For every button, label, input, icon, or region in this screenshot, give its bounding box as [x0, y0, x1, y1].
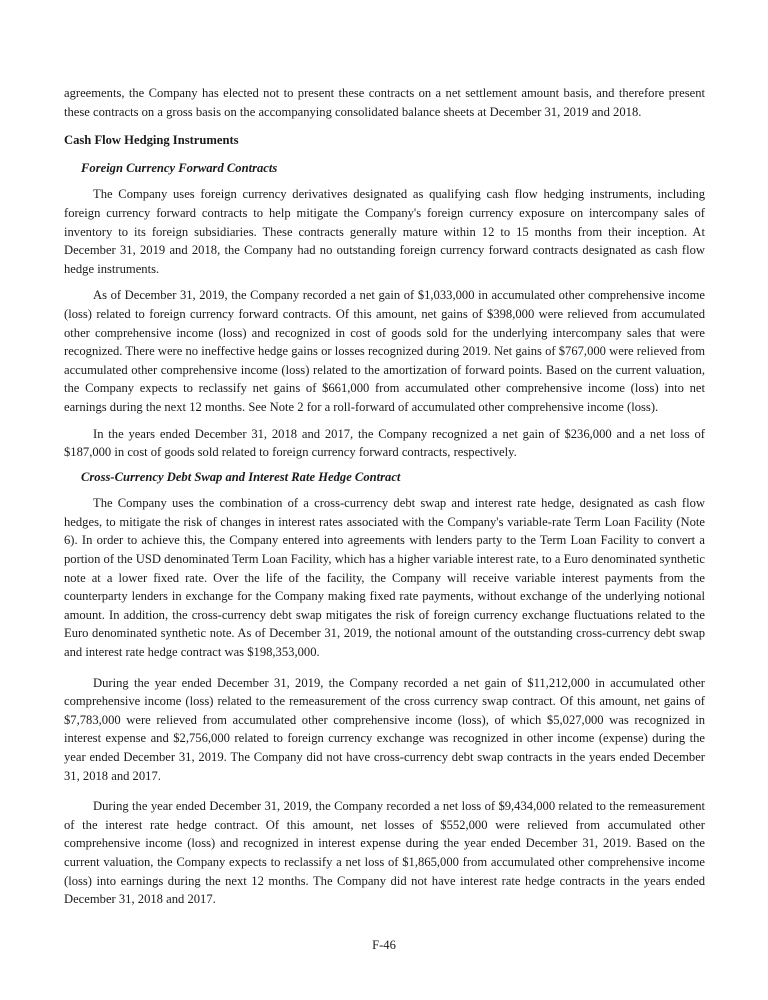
intro-continuation-paragraph: agreements, the Company has elected not to present these contracts on a net settlement amount basis, and therefore present these contracts on a gross basis on the accompanying consolidated balance sheets at December 31, 2019 and 2018.	[64, 86, 705, 119]
paragraph: In the years ended December 31, 2018 and 2017, the Company recognized a net gain of $236,000 and a net loss of $187,000 in cost of goods sold related to foreign currency forward contracts, respectively.	[64, 426, 705, 460]
document-page	[64, 84, 705, 909]
paragraph: During the year ended December 31, 2019, the Company recorded a net gain of $11,212,000 in accumulated other comprehensive income (loss) related to the remeasurement of the cross currency swap contract. Of this amount, net gains of $7,783,000 were relieved from accumulated other comprehensive income (loss), of which $5,027,000 was recognized in interest expense and $2,756,000 related to foreign currency exchange was recognized in other income (expense) during the year ended December 31, 2019. The Company did not have cross-currency debt swap contracts in the years ended December 31, 2018 and 2017.	[64, 675, 705, 783]
page-number: F-46	[372, 938, 396, 952]
paragraph: During the year ended December 31, 2019, the Company recorded a net loss of $9,434,000 related to the remeasurement of the interest rate hedge contract. Of this amount, net losses of $552,000 were relieved from accumulated other comprehensive income (loss) and recognized in interest expense during the year ended December 31, 2019. Based on the current valuation, the Company expects to reclassify a net loss of $1,865,000 from accumulated other comprehensive income (loss) into earnings during the next 12 months. The Company did not have interest rate hedge contracts in the years ended December 31, 2018 and 2017.	[64, 799, 705, 907]
paragraph: As of December 31, 2019, the Company recorded a net gain of $1,033,000 in accumulated other comprehensive income (loss) related to foreign currency forward contracts. Of this amount, net gains of $398,000 were relieved from accumulated other comprehensive income (loss) and recognized in cost of goods sold for the underlying intercompany sales that were recognized. There were no ineffective hedge gains or losses recognized during 2019. Net gains of $767,000 were relieved from accumulated other comprehensive income (loss) related to the amortization of forward points. Based on the current valuation, the Company expects to reclassify net gains of $661,000 from accumulated other comprehensive income (loss) into net earnings during the next 12 months. See Note 2 for a roll-forward of accumulated other comprehensive income (loss).	[64, 288, 705, 414]
paragraph: The Company uses foreign currency derivatives designated as qualifying cash flow hedging instruments, including foreign currency forward contracts to help mitigate the Company's foreign currency exposure on intercompany sales of inventory to its foreign subsidiaries. These contracts generally mature within 12 to 15 months from their inception. At December 31, 2019 and 2018, the Company had no outstanding foreign currency forward contracts designated as cash flow hedge instruments.	[64, 187, 705, 276]
paragraph: The Company uses the combination of a cross-currency debt swap and interest rate hedge, designated as cash flow hedges, to mitigate the risk of changes in interest rates associated with the Company's variable-rate Term Loan Facility (Note 6). In order to achieve this, the Company entered into agreements with lenders party to the Term Loan Facility to convert a portion of the USD denominated Term Loan Facility, which has a higher variable interest rate, to a Euro denominated synthetic note at a lower fixed rate. Over the life of the facility, the Company will receive variable interest payments from the counterparty lenders in exchange for the Company making fixed rate payments, without exchange of the underlying notional amount. In addition, the cross-currency debt swap mitigates the risk of foreign currency exchange fluctuations related to the Euro denominated synthetic note. As of December 31, 2019, the notional amount of the outstanding cross-currency debt swap and interest rate hedge contract was $198,353,000.	[64, 496, 705, 660]
subsection-heading-fx-forwards: Foreign Currency Forward Contracts	[81, 160, 278, 175]
section-heading: Cash Flow Hedging Instruments	[64, 133, 239, 148]
subsection-heading-cross-currency-swap: Cross-Currency Debt Swap and Interest Rate Hedge Contract	[81, 469, 401, 484]
